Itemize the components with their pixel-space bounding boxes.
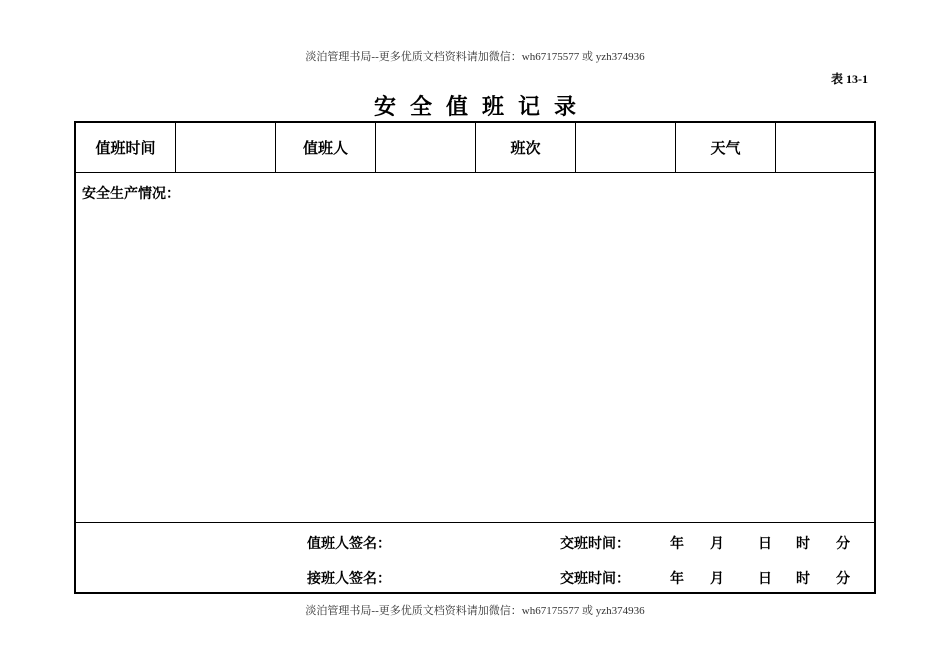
safety-production-label: 安全生产情况：	[82, 186, 180, 202]
minute-label: 分	[836, 571, 850, 587]
handover-time-label: 交班时间：	[560, 571, 630, 587]
form-number: 表 13-1	[831, 72, 868, 86]
watermark-top: 淡泊管理书局--更多优质文档资料请加微信：wh67175577 或 yzh374936	[305, 51, 645, 63]
year-label: 年	[670, 536, 684, 552]
duty-person-label: 值班人	[276, 123, 376, 172]
duty-time-label: 值班时间	[76, 123, 176, 172]
signature-row-on-duty	[76, 527, 874, 557]
hour-label: 时	[796, 571, 810, 587]
hour-label: 时	[796, 536, 810, 552]
duty-record-form	[74, 121, 876, 594]
signature-label: 值班人签名：	[307, 536, 391, 552]
signature-row-successor	[76, 562, 874, 592]
duty-person-field[interactable]	[376, 123, 476, 172]
year-label: 年	[670, 571, 684, 587]
shift-field[interactable]	[576, 123, 676, 172]
day-label: 日	[758, 536, 772, 552]
month-label: 月	[710, 536, 724, 552]
weather-label: 天气	[676, 123, 776, 172]
day-label: 日	[758, 571, 772, 587]
shift-label: 班次	[476, 123, 576, 172]
weather-field[interactable]	[776, 123, 874, 172]
month-label: 月	[710, 571, 724, 587]
page-title: 安全值班记录	[373, 94, 590, 120]
header-row	[76, 123, 874, 173]
handover-time-label: 交班时间：	[560, 536, 630, 552]
signature-label: 接班人签名：	[307, 571, 391, 587]
watermark-bottom: 淡泊管理书局--更多优质文档资料请加微信：wh67175577 或 yzh374936	[305, 605, 645, 617]
minute-label: 分	[836, 536, 850, 552]
duty-time-field[interactable]	[176, 123, 276, 172]
safety-production-area[interactable]	[76, 173, 874, 523]
